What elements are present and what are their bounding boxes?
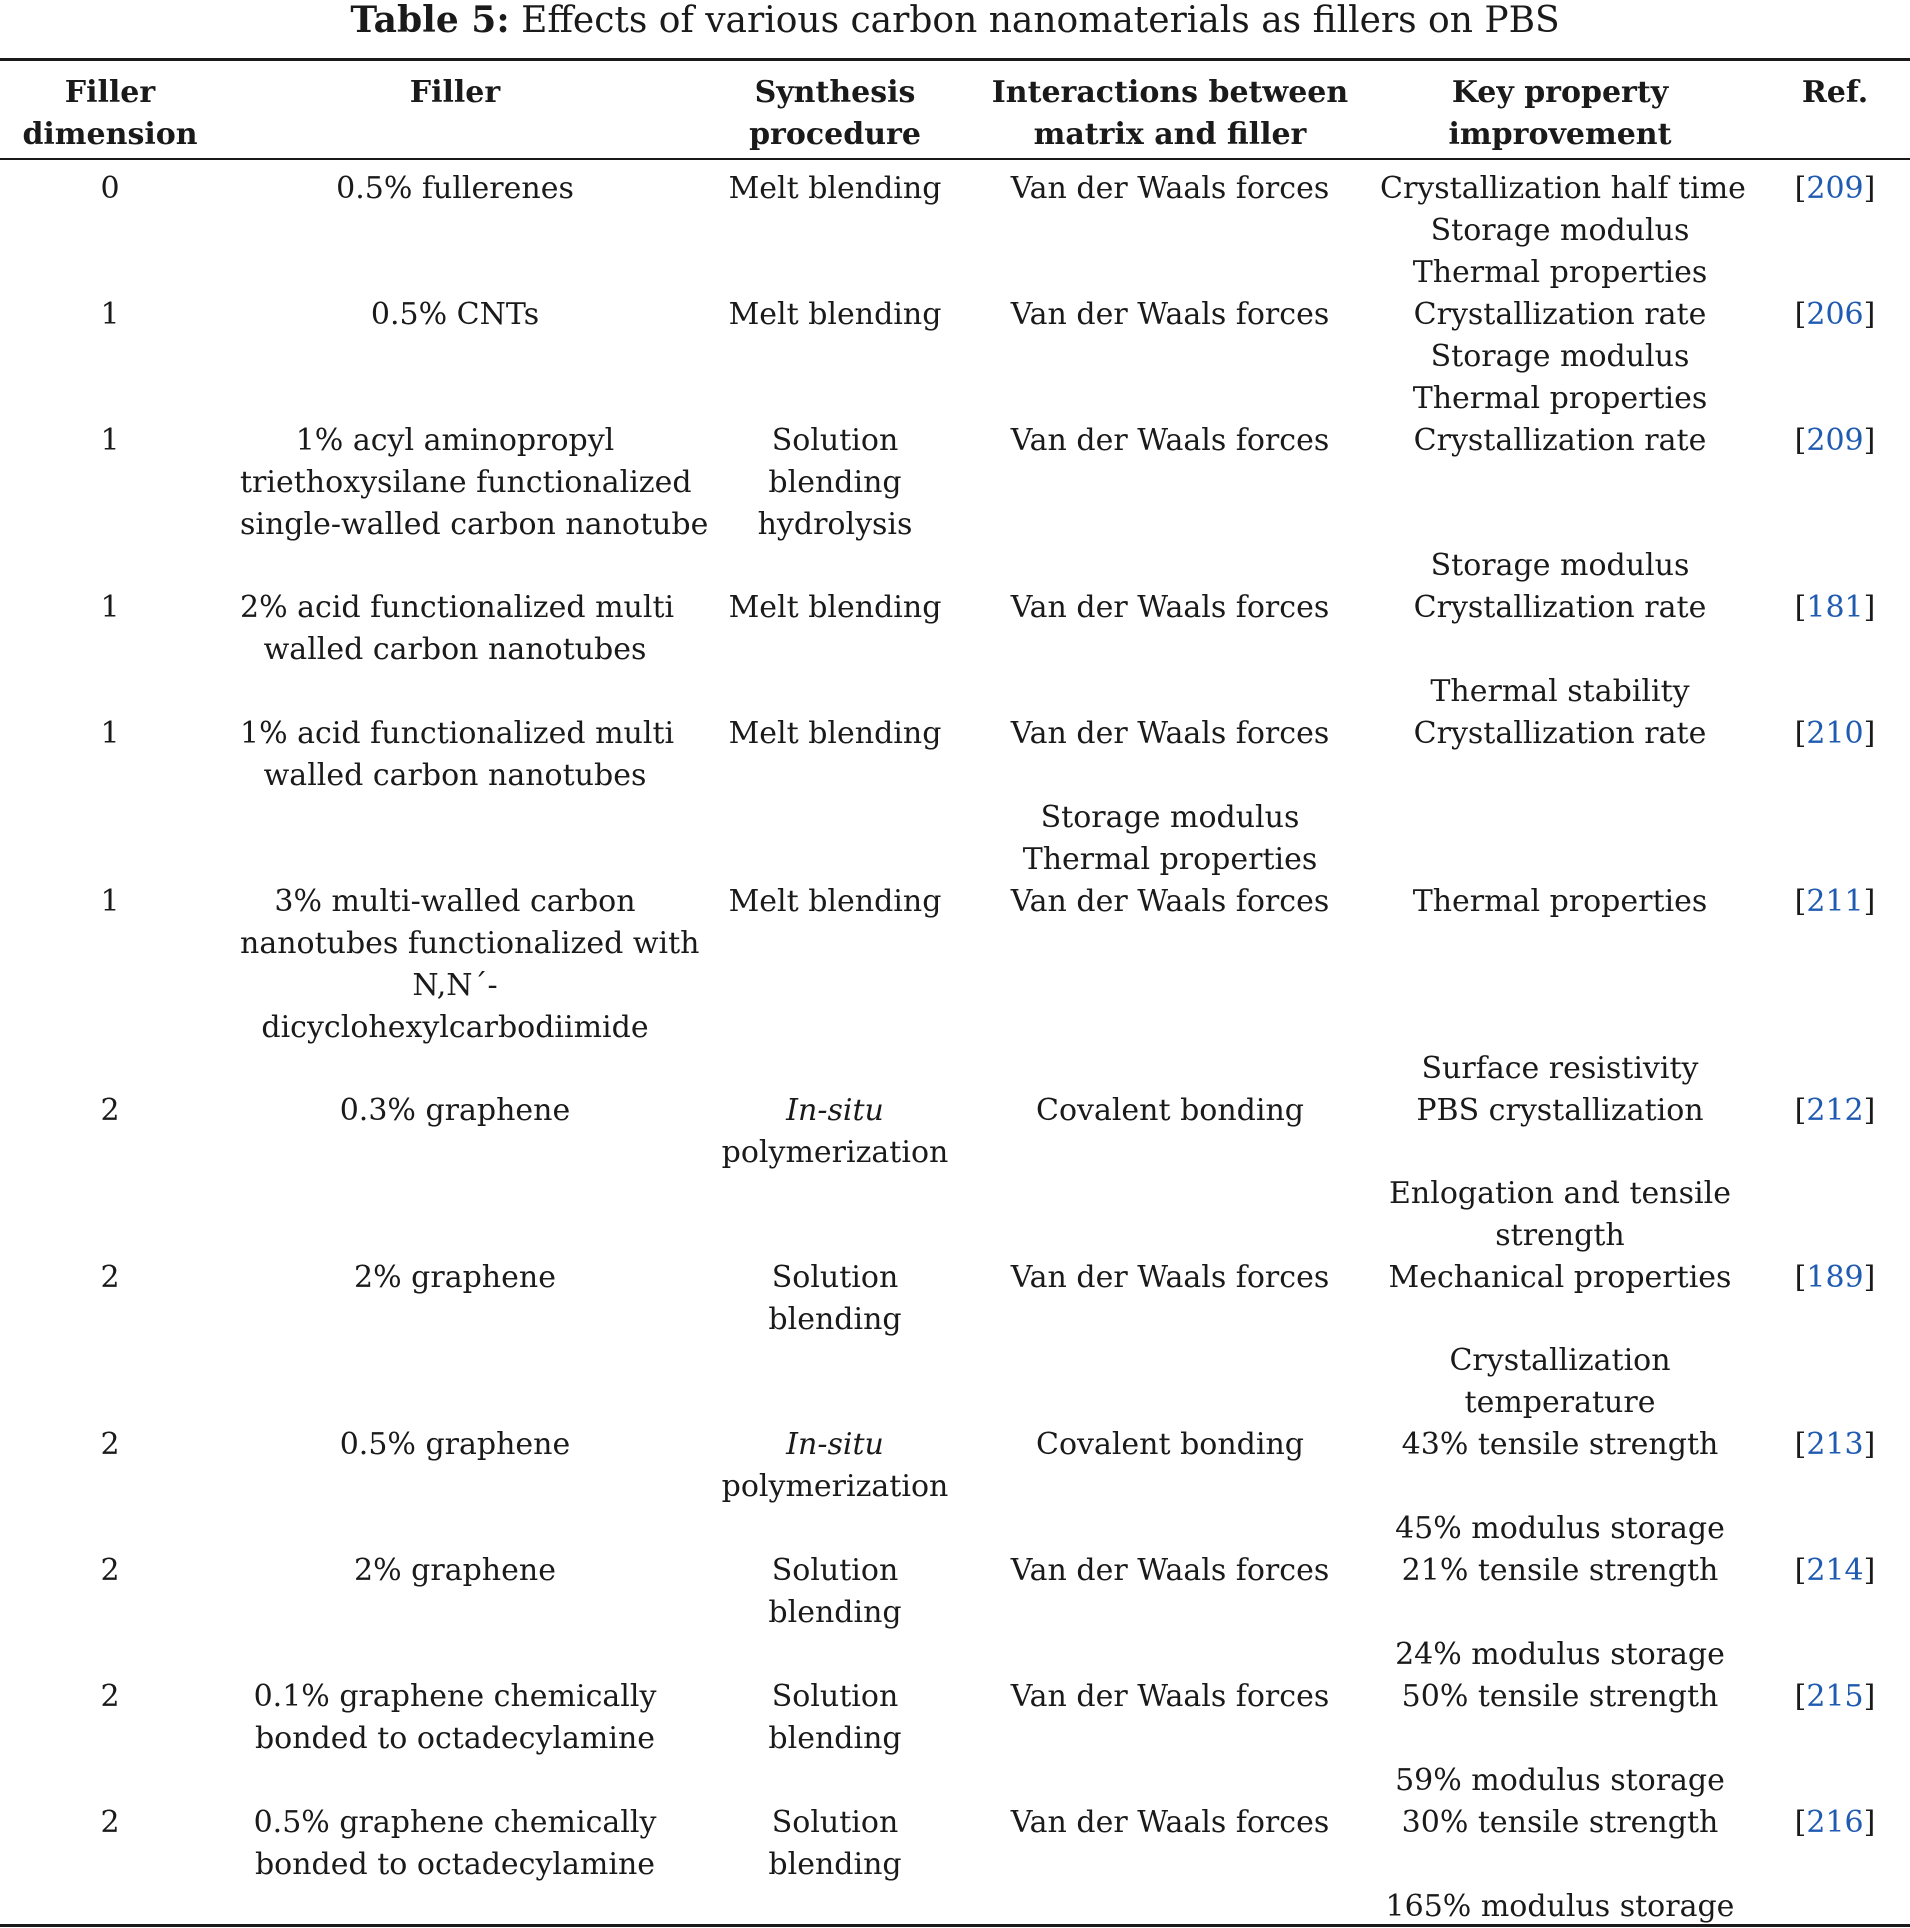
key-property-line: 45% modulus storage bbox=[1395, 1511, 1725, 1546]
synthesis-cell: Solution blending bbox=[768, 1805, 902, 1882]
key-property-line: Crystallization rate bbox=[1413, 423, 1707, 458]
ref-cell: [213] bbox=[1794, 1427, 1876, 1462]
filler-cell: 2% graphene bbox=[354, 1260, 556, 1295]
ref-cell: [215] bbox=[1794, 1679, 1876, 1714]
filler-dimension-cell: 1 bbox=[100, 297, 120, 332]
key-property-line: 59% modulus storage bbox=[1395, 1763, 1725, 1798]
interactions-cell: Storage modulus Thermal properties Van der Waals forces bbox=[1010, 800, 1330, 919]
synthesis-cell: Melt blending bbox=[728, 590, 942, 625]
header-filler: Filler bbox=[409, 75, 501, 110]
ref-cell: [216] bbox=[1794, 1805, 1876, 1840]
interactions-cell: Van der Waals forces bbox=[1010, 423, 1330, 458]
interactions-cell: Van der Waals forces bbox=[1010, 590, 1330, 625]
key-property-line: Crystallization rate bbox=[1413, 716, 1707, 751]
filler-cell: 0.5% graphene chemically bonded to octadecylamine bbox=[253, 1805, 657, 1882]
filler-cell: 0.5% CNTs bbox=[370, 297, 540, 332]
ref-cell: [189] bbox=[1794, 1260, 1876, 1295]
synthesis-cell: In-situ polymerization bbox=[721, 1093, 949, 1170]
ref-cell: [209] bbox=[1794, 171, 1876, 206]
ref-cell: [210] bbox=[1794, 716, 1876, 751]
filler-cell: 0.5% fullerenes bbox=[336, 171, 574, 206]
key-property-line: strength bbox=[1495, 1218, 1625, 1253]
table-title bbox=[0, 0, 1910, 44]
synthesis-cell: Solution blending bbox=[768, 1679, 902, 1756]
key-property-line: Thermal properties bbox=[1412, 255, 1708, 290]
header-ref: Ref. bbox=[1801, 75, 1869, 110]
key-property-line: Mechanical properties bbox=[1388, 1260, 1732, 1295]
ref-cell: [214] bbox=[1794, 1553, 1876, 1588]
reference-link[interactable]: 189 bbox=[1806, 1260, 1864, 1295]
reference-link[interactable]: 206 bbox=[1806, 297, 1864, 332]
filler-dimension-cell: 2 bbox=[100, 1679, 120, 1714]
filler-dimension-cell: 1 bbox=[100, 884, 120, 919]
ref-cell: [181] bbox=[1794, 590, 1876, 625]
header-synthesis: Synthesis procedure bbox=[749, 75, 921, 152]
synthesis-cell: Melt blending bbox=[728, 171, 942, 206]
ref-cell: [212] bbox=[1794, 1093, 1876, 1128]
filler-cell: 0.1% graphene chemically bonded to octadecylamine bbox=[253, 1679, 657, 1756]
interactions-cell: Covalent bonding bbox=[1035, 1427, 1305, 1462]
interactions-cell: Van der Waals forces bbox=[1010, 1260, 1330, 1295]
key-property-line: Storage modulus bbox=[1430, 213, 1690, 248]
ref-cell: [206] bbox=[1794, 297, 1876, 332]
key-property-line: Enlogation and tensile bbox=[1389, 1176, 1731, 1211]
interactions-cell: Van der Waals forces bbox=[1010, 171, 1330, 206]
header-interactions: Interactions between matrix and filler bbox=[991, 75, 1349, 152]
filler-dimension-cell: 2 bbox=[100, 1553, 120, 1588]
filler-cell: 0.3% graphene bbox=[339, 1093, 571, 1128]
synthesis-cell: Melt blending bbox=[728, 884, 942, 919]
filler-dimension-cell: 1 bbox=[100, 716, 120, 751]
synthesis-cell: Solution blending bbox=[768, 1553, 902, 1630]
header-rule bbox=[0, 158, 1910, 160]
key-property-line: Storage modulus bbox=[1430, 548, 1690, 583]
filler-dimension-cell: 1 bbox=[100, 590, 120, 625]
filler-cell: 0.5% graphene bbox=[339, 1427, 571, 1462]
key-property-line: 30% tensile strength bbox=[1401, 1805, 1719, 1840]
reference-link[interactable]: 211 bbox=[1806, 884, 1864, 919]
key-property-line: Thermal properties bbox=[1412, 381, 1708, 416]
ref-cell: [209] bbox=[1794, 423, 1876, 458]
synthesis-cell: Melt blending bbox=[728, 716, 942, 751]
key-property-line: Thermal properties bbox=[1412, 884, 1708, 919]
key-property-line: Crystallization bbox=[1449, 1343, 1671, 1378]
top-rule bbox=[0, 58, 1910, 61]
synthesis-cell: Solution blending bbox=[768, 1260, 902, 1337]
synthesis-cell: Melt blending bbox=[728, 297, 942, 332]
key-property-line: Crystallization half time bbox=[1380, 171, 1746, 206]
key-property-line: 24% modulus storage bbox=[1395, 1637, 1725, 1672]
reference-link[interactable]: 215 bbox=[1806, 1679, 1864, 1714]
key-property-line: 21% tensile strength bbox=[1401, 1553, 1719, 1588]
header-dimension: Filler dimension bbox=[22, 75, 198, 152]
table-label: Table 5: bbox=[350, 0, 510, 41]
reference-link[interactable]: 216 bbox=[1806, 1805, 1864, 1840]
key-property-line: Surface resistivity bbox=[1421, 1051, 1699, 1086]
interactions-cell: Van der Waals forces bbox=[1010, 297, 1330, 332]
interactions-cell: Van der Waals forces bbox=[1010, 716, 1330, 751]
filler-dimension-cell: 2 bbox=[100, 1260, 120, 1295]
filler-cell: 3% multi-walled carbon nanotubes functionalized with N,N´- dicyclohexylcarbodiimide bbox=[240, 884, 700, 1045]
interactions-cell: Van der Waals forces bbox=[1010, 1679, 1330, 1714]
filler-dimension-cell: 2 bbox=[100, 1427, 120, 1462]
reference-link[interactable]: 212 bbox=[1806, 1093, 1864, 1128]
filler-cell: 1% acyl aminopropyl triethoxysilane functionalized single-walled carbon nanotube bbox=[240, 423, 709, 542]
key-property-line: 50% tensile strength bbox=[1401, 1679, 1719, 1714]
filler-cell: 1% acid functionalized multi walled carbon nanotubes bbox=[240, 716, 675, 793]
reference-link[interactable]: 209 bbox=[1806, 423, 1864, 458]
filler-cell: 2% acid functionalized multi walled carbon nanotubes bbox=[240, 590, 675, 667]
filler-dimension-cell: 2 bbox=[100, 1093, 120, 1128]
key-property-line: Crystallization rate bbox=[1413, 590, 1707, 625]
filler-dimension-cell: 1 bbox=[100, 423, 120, 458]
interactions-cell: Van der Waals forces bbox=[1010, 1805, 1330, 1840]
reference-link[interactable]: 210 bbox=[1806, 716, 1864, 751]
filler-cell: 2% graphene bbox=[354, 1553, 556, 1588]
key-property-line: 43% tensile strength bbox=[1401, 1427, 1719, 1462]
interactions-cell: Covalent bonding bbox=[1035, 1093, 1305, 1128]
key-property-line: 165% modulus storage bbox=[1385, 1889, 1735, 1924]
synthesis-cell: In-situ polymerization bbox=[721, 1427, 949, 1504]
filler-dimension-cell: 0 bbox=[100, 171, 120, 206]
reference-link[interactable]: 181 bbox=[1806, 590, 1864, 625]
key-property-line: Storage modulus bbox=[1430, 339, 1690, 374]
ref-cell: [211] bbox=[1794, 884, 1876, 919]
key-property-line: PBS crystallization bbox=[1416, 1093, 1704, 1128]
reference-link[interactable]: 209 bbox=[1806, 171, 1864, 206]
synthesis-cell: Solution blending hydrolysis bbox=[757, 423, 913, 542]
interactions-cell: Van der Waals forces bbox=[1010, 1553, 1330, 1588]
key-property-line: temperature bbox=[1464, 1385, 1656, 1420]
key-property-line: Thermal stability bbox=[1430, 674, 1690, 709]
reference-link[interactable]: 214 bbox=[1806, 1553, 1864, 1588]
table-caption: Effects of various carbon nanomaterials as fillers on PBS bbox=[521, 0, 1560, 41]
key-property-line: Crystallization rate bbox=[1413, 297, 1707, 332]
filler-dimension-cell: 2 bbox=[100, 1805, 120, 1840]
reference-link[interactable]: 213 bbox=[1806, 1427, 1864, 1462]
header-key-property: Key property improvement bbox=[1448, 75, 1672, 152]
